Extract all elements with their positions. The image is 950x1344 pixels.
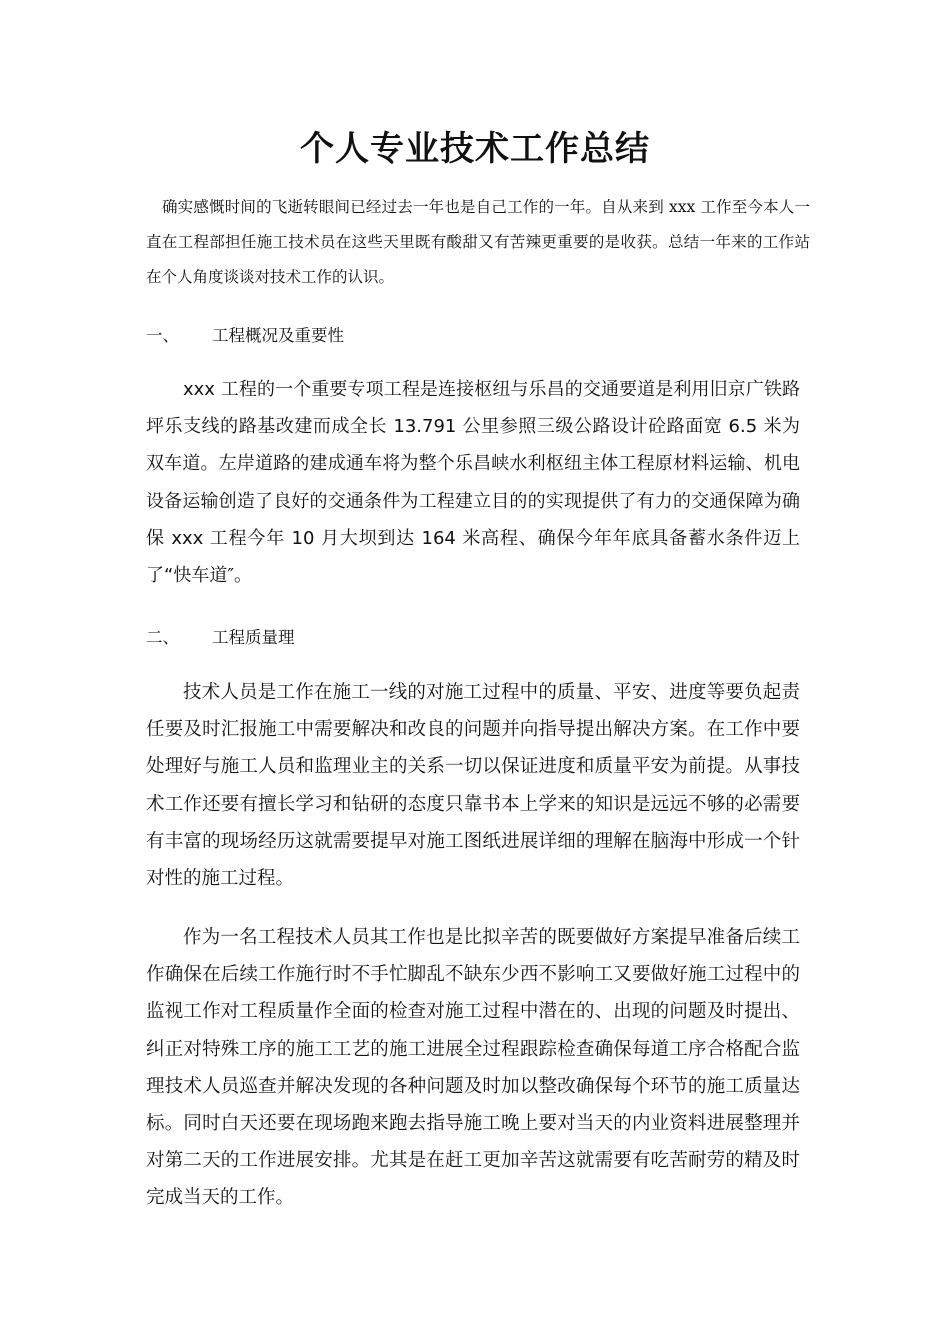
- section-heading-2: [146, 625, 295, 651]
- section-number: 二、: [146, 628, 179, 647]
- page-title: 个人专业技术工作总结: [300, 129, 650, 169]
- section-title: 工程质量理: [212, 628, 295, 647]
- section-title: 工程概况及重要性: [212, 326, 344, 345]
- body-paragraph: 技术人员是工作在施工一线的对施工过程中的质量、平安、进度等要负起责任要及时汇报施工中需要解决和改良的问题并向指导提出解决方案。在工作中要处理好与施工人员和监理业主的关系一切以保证进度和质量平安为前提。从事技术工作还要有擅长学习和钻研的态度只靠书本上学来的知识是远远不够的必需要有丰富的现场经历这就需要提早对施工图纸进展详细的理解在脑海中形成一个针对性的施工过程。: [146, 682, 800, 890]
- body-paragraph: xxx 工程的一个重要专项工程是连接枢纽与乐昌的交通要道是利用旧京广铁路坪乐支线的路基改建而成全长 13.791 公里参照三级公路设计砼路面宽 6.5 米为双车道。左岸道路的建成通车将为整个乐昌峡水利枢纽主体工程原材料运输、机电设备运输创造了良好的交通条件为工程建立目的的实现提供了有力的交通保障为确保 xxx 工程今年 10 月大坝到达 164 米高程、确保今年年底具备蓄水条件迈上了“快车道″。: [146, 379, 800, 587]
- body-paragraph: 作为一名工程技术人员其工作也是比拟辛苦的既要做好方案提早准备后续工作确保在后续工作施行时不手忙脚乱不缺东少西不影响工又要做好施工过程中的监视工作对工程质量作全面的检查对施工过程中潜在的、出现的问题及时提出、纠正对特殊工序的施工工艺的施工进展全过程跟踪检查确保每道工序合格配合监理技术人员巡查并解决发现的各种问题及时加以整改确保每个环节的施工质量达标。同时白天还要在现场跑来跑去指导施工晚上要对当天的内业资料进展整理并对第二天的工作进展安排。尤其是在赶工更加辛苦这就需要有吃苦耐劳的精及时完成当天的工作。: [146, 927, 800, 1209]
- section-number: 一、: [146, 326, 179, 345]
- intro-paragraph: 确实感慨时间的飞逝转眼间已经过去一年也是自己工作的一年。自从来到 xxx 工作至今本人一直在工程部担任施工技术员在这些天里既有酸甜又有苦辣更重要的是收获。总结一年来的工作站在个人角度谈谈对技术工作的认识。: [146, 198, 810, 286]
- section-heading-1: [146, 323, 344, 349]
